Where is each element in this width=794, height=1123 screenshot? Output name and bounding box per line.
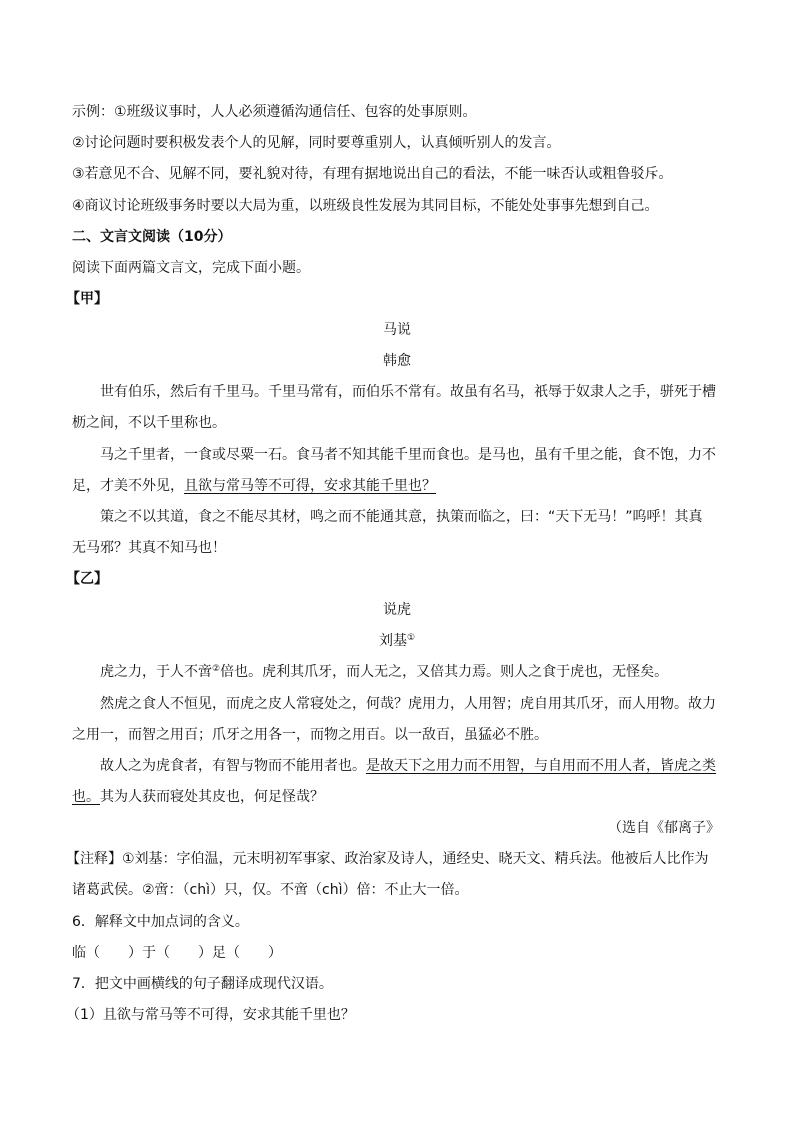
underlined-sentence-2-end: 也。 [72,789,100,805]
passage-b-paragraph-1 [100,662,668,682]
footnote-marker: ② [212,664,221,674]
source-citation: （选自《郁离子》 [608,820,720,836]
question-6: 6．解释文中加点词的含义。 [72,914,249,930]
example-line-1: 示例：①班级议事时，人人必须遵循沟通信任、包容的处事原则。 [72,104,477,120]
example-line-2: ②讨论问题时要积极发表个人的见解，同时要尊重别人，认真倾听别人的发言。 [72,135,561,151]
underlined-sentence-1: 且欲与常马等不可得，安求其能千里也？ [184,478,436,494]
notes-line-1: 【注释】①刘基：字伯温，元末明初军事家、政治家及诗人，通经史、晓天文、精兵法。他被后人比作为 [66,851,709,867]
passage-a-title: 马说 [383,322,411,338]
passage-a-paragraph-3-line-2: 无马邪？其真不知马也！ [72,540,226,556]
underlined-sentence-2: 是故天下之用力而不用智，与自用而不用人者，皆虎之类 [366,758,716,774]
footnote-marker: ① [406,633,416,643]
passage-a-paragraph-2-line-1: 马之千里者，一食或尽粟一石。食马者不知其能千里而食也。是马也，虽有千里之能，食不饱，力不 [100,447,716,463]
section-heading: 二、文言文阅读（10分） [72,229,232,245]
section-instruction: 阅读下面两篇文言文，完成下面小题。 [72,260,310,276]
passage-a-author: 韩愈 [383,353,411,369]
passage-b-title: 说虎 [383,602,411,618]
passage-b-author [72,631,722,651]
passage-b-paragraph-3-line-1 [100,756,716,776]
passage-a-paragraph-1-line-1: 世有伯乐，然后有千里马。千里马常有，而伯乐不常有。故虽有名马，祇辱于奴隶人之手，骈死于槽 [100,384,716,400]
passage-b-text: 故人之为虎食者，有智与物而不能用者也。 [100,758,366,774]
passage-a-paragraph-1-line-2: 枥之间，不以千里称也。 [72,415,226,431]
passage-b-paragraph-2-line-2: 之用一，而智之用百；爪牙之用各一，而物之用百。以一敌百，虽猛必不胜。 [72,727,548,743]
passage-b-text: 倍也。虎利其爪牙，而人无之，又倍其力焉。则人之食于虎也，无怪矣。 [220,664,669,680]
passage-b-text: 虎之力，于人不啻 [100,664,212,680]
example-line-4: ④商议讨论班级事务时要以大局为重，以班级良性发展为其同目标，不能处处事事先想到自己。 [72,198,659,214]
passage-b-paragraph-3-line-2 [72,787,324,807]
author-name: 刘基 [378,633,407,649]
passage-a-label: 【甲】 [66,291,108,307]
passage-a-paragraph-3-line-1: 策之不以其道，食之不能尽其材，鸣之而不能通其意，执策而临之，曰：“天下无马！”呜呼！其真 [100,509,703,525]
passage-b-paragraph-2-line-1: 然虎之食人不恒见，而虎之皮人常寝处之，何哉？虎用力，人用智；虎自用其爪牙，而人用物。故力 [100,696,716,712]
question-7: 7．把文中画横线的句子翻译成现代汉语。 [72,976,333,992]
passage-b-label: 【乙】 [66,571,108,587]
passage-a-text: 足，才美不外见， [72,478,184,494]
question-7-part-1: （1）且欲与常马等不可得，安求其能千里也？ [66,1007,355,1023]
passage-b-text: 其为人获而寝处其皮也，何足怪哉？ [100,789,324,805]
passage-a-paragraph-2-line-2 [72,476,436,496]
question-6-blanks: 临（ ）于（ ）足（ ） [72,945,282,961]
notes-line-2: 诸葛武侯。②啻：（chì）只，仅。不啻（chì）倍：不止大一倍。 [72,882,469,898]
example-line-3: ③若意见不合、见解不同，要礼貌对待，有理有据地说出自己的看法，不能一味否认或粗鲁驳斥。 [72,166,673,182]
